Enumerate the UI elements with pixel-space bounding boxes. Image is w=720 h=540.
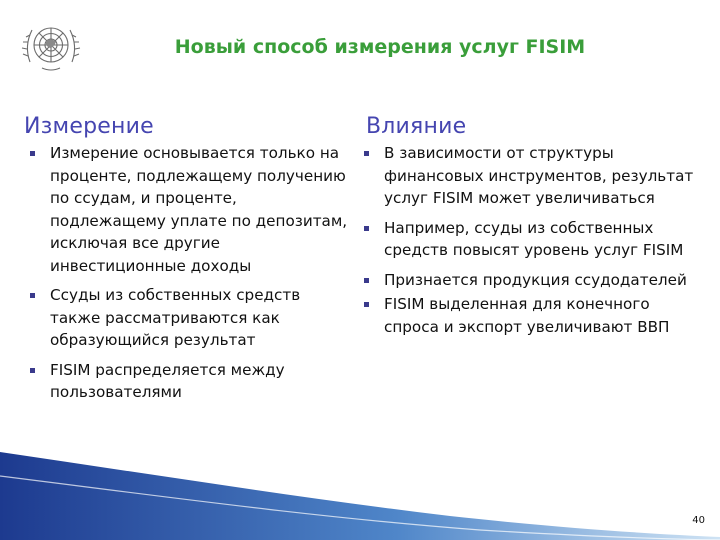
- list-item: [362, 142, 702, 210]
- list-item: [28, 359, 354, 404]
- list-item: [362, 293, 702, 338]
- un-emblem-icon: [20, 16, 82, 76]
- right-column-heading: Влияние: [366, 114, 467, 139]
- square-bullet-icon: [364, 226, 369, 231]
- bottom-wave-decoration: [0, 440, 720, 540]
- square-bullet-icon: [30, 293, 35, 298]
- list-item-text: FISIM выделенная для конечного спроса и экспорт увеличивают ВВП: [384, 295, 670, 336]
- square-bullet-icon: [30, 368, 35, 373]
- list-item-text: FISIM распределяется между пользователями: [50, 360, 285, 401]
- square-bullet-icon: [364, 278, 369, 283]
- list-item-text: В зависимости от структуры финансовых инструментов, результат услуг FISIM может увеличиваться: [384, 144, 694, 207]
- list-item-text: Измерение основывается только на проценте, подлежащему получению по ссудам, и проценте, подлежащему уплате по депозитам, исключая все другие инвестиционные доходы: [50, 144, 348, 275]
- slide-title: Новый способ измерения услуг FISIM: [174, 36, 586, 58]
- square-bullet-icon: [364, 302, 369, 307]
- square-bullet-icon: [364, 151, 369, 156]
- list-item-text: Например, ссуды из собственных средств повысят уровень услуг FISIM: [384, 218, 684, 259]
- left-column-heading: Измерение: [24, 114, 154, 139]
- left-bullet-list: [28, 142, 354, 404]
- list-item-text: Признается продукция ссудодателей: [384, 270, 687, 289]
- list-item-text: Ссуды из собственных средств также рассматриваются как образующийся результат: [50, 286, 301, 349]
- list-item: [362, 217, 702, 262]
- list-item: [28, 142, 354, 277]
- left-column: [28, 142, 354, 411]
- wave-main: [0, 452, 720, 540]
- right-column: [362, 142, 702, 345]
- right-bullet-list: [362, 142, 702, 338]
- page-number: 40: [692, 515, 705, 526]
- list-item: [28, 284, 354, 352]
- square-bullet-icon: [30, 151, 35, 156]
- list-item: [362, 269, 702, 292]
